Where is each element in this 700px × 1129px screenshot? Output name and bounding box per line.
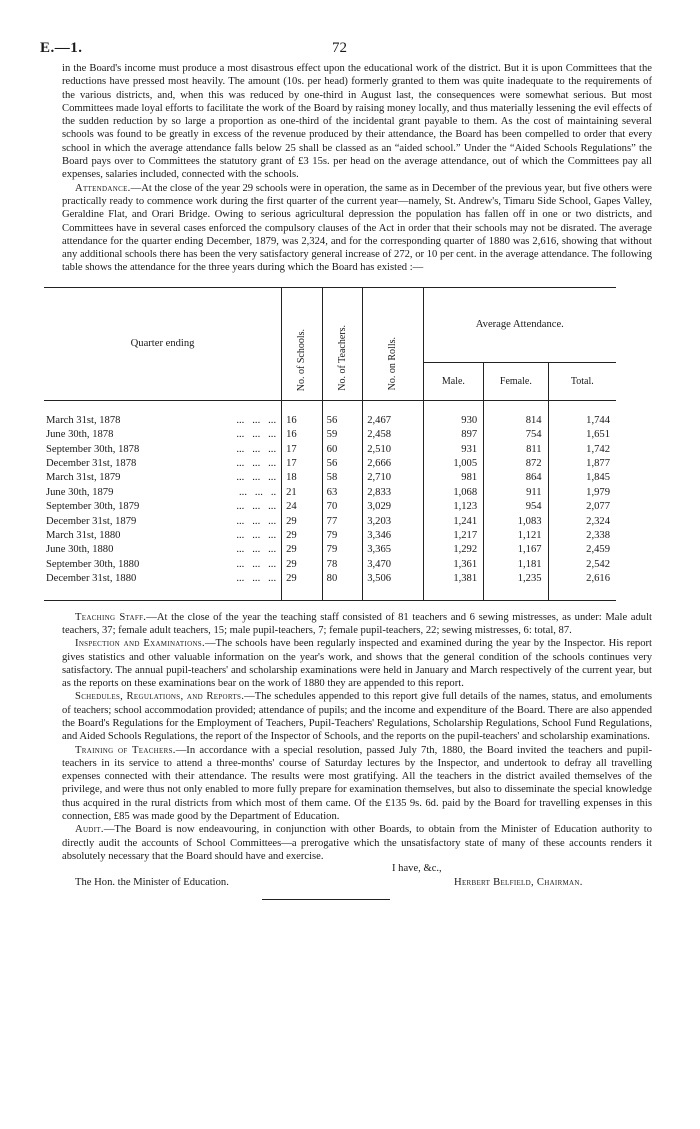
cell-female: 1,181 [484, 558, 548, 572]
table-row [44, 428, 616, 442]
cell-male: 1,068 [423, 486, 484, 500]
training-text: —In accordance with a special resolution, passed July 7th, 1880, the Board invited the teachers and pupil-teachers in its service to attend a three-months' course of Saturday lectures by the Inspector, and undertook to defray all travelling expenses connected with their attendance. The results were most gratifying. All the teachers in the district availed themselves of the privilege, and were thus not only enabled to more fully prepare for examination themselves, but also to disseminate the special knowledge thus acquired in the rural districts from which most of them came. Of the £135 9s. 6d. paid by the Board for travelling expenses in this connection, £85 was made good by the Department of Education. [62, 744, 652, 823]
cell-total: 2,459 [548, 543, 616, 557]
cell-rolls: 3,506 [363, 572, 423, 599]
cell-schools: 29 [282, 529, 323, 543]
cell-teachers: 58 [322, 471, 363, 485]
table-row [44, 515, 616, 529]
inspection-heading: Inspection and Examinations. [75, 638, 205, 650]
cell-female: 1,121 [484, 529, 548, 543]
cell-rolls: 3,346 [363, 529, 423, 543]
end-rule-wrap [62, 891, 652, 901]
cell-rolls: 2,458 [363, 428, 423, 442]
leader-dots: ... ... ... [236, 443, 277, 455]
cell-female: 1,235 [484, 572, 548, 599]
cell-total: 1,742 [548, 443, 616, 457]
cell-schools: 29 [282, 558, 323, 572]
cell-total: 1,651 [548, 428, 616, 442]
training-heading: Training of Teachers. [75, 744, 176, 756]
document-page [40, 40, 652, 901]
quarter-label: December 31st, 1880 [46, 573, 137, 585]
cell-male: 1,217 [423, 529, 484, 543]
col-header-schools-label: No. of Schools. [296, 328, 308, 391]
cell-rolls: 2,666 [363, 457, 423, 471]
cell-teachers: 79 [322, 529, 363, 543]
table-row [44, 500, 616, 514]
page-header [40, 40, 652, 62]
table-row [44, 443, 616, 457]
cell-quarter [44, 543, 282, 557]
cell-total: 1,979 [548, 486, 616, 500]
col-header-female: Female. [484, 362, 548, 400]
signatory: Herbert Belfield, Chairman. [454, 877, 583, 889]
cell-rolls: 2,833 [363, 486, 423, 500]
cell-schools: 16 [282, 428, 323, 442]
cell-female: 872 [484, 457, 548, 471]
col-header-male: Male. [423, 362, 484, 400]
quarter-label: June 30th, 1878 [46, 429, 114, 441]
cell-schools: 17 [282, 443, 323, 457]
attendance-table [44, 287, 616, 601]
quarter-label: September 30th, 1878 [46, 443, 140, 455]
quarter-label: December 31st, 1878 [46, 457, 137, 469]
cell-female: 1,083 [484, 515, 548, 529]
cell-quarter [44, 457, 282, 471]
cell-teachers: 79 [322, 543, 363, 557]
teaching-staff-text: —At the close of the year the teaching staff consisted of 81 teachers and 6 sewing mistresses, as under: Male adult teachers, 37; female adult teachers, 15; male pupil-teachers, 7; female pupil-teachers, 22; sewing mistresses, 6: total, 87. [62, 611, 652, 636]
table-row [44, 529, 616, 543]
cell-female: 864 [484, 471, 548, 485]
cell-rolls: 2,710 [363, 471, 423, 485]
cell-total: 2,077 [548, 500, 616, 514]
cell-schools: 17 [282, 457, 323, 471]
col-header-quarter: Quarter ending [44, 287, 282, 400]
paragraph-teaching-staff [62, 611, 652, 638]
paragraph-inspection [62, 637, 652, 690]
col-header-total: Total. [548, 362, 616, 400]
paragraph-audit [62, 823, 652, 863]
cell-rolls: 3,365 [363, 543, 423, 557]
cell-male: 931 [423, 443, 484, 457]
paragraph-schedules [62, 690, 652, 743]
leader-dots: ... ... .. [239, 486, 277, 498]
schedules-text: —The schedules appended to this report give full details of the names, status, and emoluments of teachers; school accommodation provided; attendance of pupils; and the income and expenditure of the Board. There are also appended the Board's Regulations for the Employment of Teachers, Pupil-Teachers' Regulations, Scholarship Regulations, School Fund Regulations, and Aided Schools Regulations, the report of the Inspector of Schools, and the reports on the pupil-teachers' and scholarship examinations. [62, 691, 652, 743]
cell-quarter [44, 471, 282, 485]
cell-male: 897 [423, 428, 484, 442]
cell-male: 930 [423, 401, 484, 428]
cell-female: 814 [484, 401, 548, 428]
cell-quarter [44, 572, 282, 599]
teaching-staff-heading: Teaching Staff. [75, 611, 147, 623]
schedules-heading: Schedules, Regulations, and Reports. [75, 691, 245, 703]
paragraph-training [62, 744, 652, 824]
cell-schools: 18 [282, 471, 323, 485]
cell-female: 911 [484, 486, 548, 500]
cell-rolls: 3,203 [363, 515, 423, 529]
paragraph-attendance [62, 182, 652, 275]
leader-dots: ... ... ... [236, 457, 277, 469]
quarter-label: March 31st, 1878 [46, 414, 121, 426]
cell-male: 1,241 [423, 515, 484, 529]
leader-dots: ... ... ... [236, 414, 277, 426]
cell-rolls: 3,029 [363, 500, 423, 514]
cell-teachers: 78 [322, 558, 363, 572]
leader-dots: ... ... ... [236, 558, 277, 570]
quarter-label: September 30th, 1880 [46, 558, 140, 570]
table-row [44, 486, 616, 500]
audit-text: —The Board is now endeavouring, in conjunction with other Boards, to obtain from the Minister of Education authority to directly audit the accounts of School Committees—a prerogative which the unsatisfactory state of many of these accounts renders it absolutely necessary that the Board should have and exercise. [62, 824, 652, 862]
cell-quarter [44, 428, 282, 442]
cell-total: 1,877 [548, 457, 616, 471]
cell-rolls: 2,467 [363, 401, 423, 428]
cell-total: 2,338 [548, 529, 616, 543]
cell-male: 1,005 [423, 457, 484, 471]
cell-teachers: 63 [322, 486, 363, 500]
cell-teachers: 70 [322, 500, 363, 514]
cell-schools: 16 [282, 401, 323, 428]
cell-male: 981 [423, 471, 484, 485]
cell-schools: 21 [282, 486, 323, 500]
attendance-heading: Attendance. [75, 182, 131, 194]
cell-male: 1,292 [423, 543, 484, 557]
attendance-text: —At the close of the year 29 schools were in operation, the same as in December of the previous year, but five others were practically ready to commence work during the first quarter of the current year—namely, St. Andrew's, Timaru Side School, Gapes Valley, Geraldine Flat, and Orari Bridge. Owing to serious agricultural depression the population has fallen off in one or two districts, and Committees have in several cases enforced the compulsory clauses of the Act in order that their schools may not be disrated. The average attendance for the quarter ending December, 1879, was 2,324, and for the corresponding quarter of 1880 was 2,616, showing that without any additional schools there has been the very satisfactory general increase of 272, or 10 per cent. in the average attendance. The following table shows the attendance for the three years during which the Board has existed :— [62, 182, 652, 274]
cell-teachers: 77 [322, 515, 363, 529]
inspection-text: —The schools have been regularly inspected and examined during the year by the Inspector. His report gives statistics and other valuable information on the year's work, and shows that the general condition of the schools continues very satisfactory. The annual pupil-teachers' and scholarship examinations were held in January and March respectively of the current year, but as the reports on these examinations bear on the work of 1880 they are appended to this report. [62, 638, 652, 690]
table-row [44, 457, 616, 471]
table-row [44, 401, 616, 428]
cell-quarter [44, 401, 282, 428]
col-header-schools [282, 287, 323, 400]
col-header-rolls [363, 287, 423, 400]
leader-dots: ... ... ... [236, 515, 277, 527]
table-row [44, 471, 616, 485]
cell-teachers: 80 [322, 572, 363, 599]
attendance-table-body [44, 401, 616, 600]
table-row [44, 572, 616, 599]
quarter-label: September 30th, 1879 [46, 501, 140, 513]
cell-quarter [44, 443, 282, 457]
signature-line [62, 877, 652, 891]
cell-schools: 24 [282, 500, 323, 514]
table-row [44, 543, 616, 557]
cell-total: 2,542 [548, 558, 616, 572]
quarter-label: March 31st, 1879 [46, 472, 121, 484]
col-header-average: Average Attendance. [423, 287, 616, 362]
cell-total: 1,744 [548, 401, 616, 428]
col-header-teachers-label: No. of Teachers. [336, 324, 348, 391]
col-header-teachers [322, 287, 363, 400]
leader-dots: ... ... ... [236, 429, 277, 441]
audit-heading: Audit. [75, 824, 104, 836]
cell-quarter [44, 529, 282, 543]
quarter-label: March 31st, 1880 [46, 530, 121, 541]
cell-male: 1,123 [423, 500, 484, 514]
cell-teachers: 59 [322, 428, 363, 442]
table-row [44, 558, 616, 572]
leader-dots: ... ... ... [236, 544, 277, 556]
page-number: 72 [332, 40, 347, 56]
cell-schools: 29 [282, 543, 323, 557]
cell-quarter [44, 558, 282, 572]
valediction: I have, &c., [392, 863, 442, 875]
col-header-rolls-label: No. on Rolls. [387, 337, 399, 391]
quarter-label: December 31st, 1879 [46, 515, 137, 527]
valediction-line [62, 863, 652, 877]
cell-teachers: 60 [322, 443, 363, 457]
cell-total: 2,324 [548, 515, 616, 529]
cell-rolls: 3,470 [363, 558, 423, 572]
cell-schools: 29 [282, 515, 323, 529]
cell-quarter [44, 515, 282, 529]
leader-dots: ... ... ... [236, 573, 277, 585]
cell-male: 1,381 [423, 572, 484, 599]
cell-rolls: 2,510 [363, 443, 423, 457]
cell-teachers: 56 [322, 457, 363, 471]
leader-dots: ... ... ... [236, 530, 277, 541]
cell-schools: 29 [282, 572, 323, 599]
paragraph-funding: in the Board's income must produce a most disastrous effect upon the educational work of the district. But it is upon Committees that the reductions have pressed most heavily. The amount (10s. per head) formerly granted to them was quite inadequate to the requirements of the various districts, and, when this was reduced by one-third in August last, the consequences were somewhat serious. But most Committees made loyal efforts to facilitate the work of the Board by raising money locally, and thus materially lessening the evil effects of the sudden reduction by so large a proportion as one-third of the incidental grant payable to them. As the cost of maintaining several schools was found to be greatly in excess of the revenue produced by their attendance, the Board has been compelled to order that every school in which the average attendance falls below 25 shall be classed as an “aided school.” Under the “Aided Schools Regulations” the Board pays over to Committees the statutory grant of £3 15s. per head on the average attendance, out of which the Committees pay all expenses, salaries included, connected with the schools. [62, 63, 652, 181]
cell-quarter [44, 486, 282, 500]
quarter-label: June 30th, 1880 [46, 544, 114, 556]
cell-total: 1,845 [548, 471, 616, 485]
cell-female: 754 [484, 428, 548, 442]
cell-quarter [44, 500, 282, 514]
cell-male: 1,361 [423, 558, 484, 572]
section-code: E.—1. [40, 40, 83, 56]
leader-dots: ... ... ... [236, 501, 277, 513]
cell-female: 1,167 [484, 543, 548, 557]
end-rule [262, 899, 390, 900]
quarter-label: June 30th, 1879 [46, 486, 114, 498]
cell-female: 954 [484, 500, 548, 514]
cell-total: 2,616 [548, 572, 616, 599]
cell-female: 811 [484, 443, 548, 457]
addressee: The Hon. the Minister of Education. [75, 877, 229, 889]
leader-dots: ... ... ... [236, 472, 277, 484]
cell-teachers: 56 [322, 401, 363, 428]
